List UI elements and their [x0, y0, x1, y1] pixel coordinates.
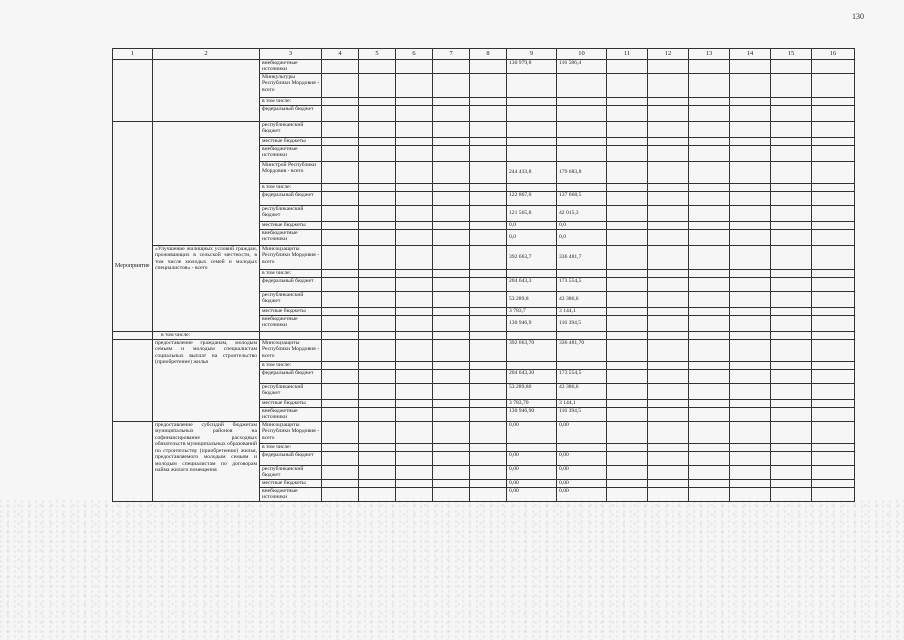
header-cell: 10	[557, 49, 607, 60]
value-2019: 121 565,8	[507, 206, 557, 222]
value-2019: 53 289,80	[507, 384, 557, 400]
value-2019: 0,00	[507, 422, 557, 444]
header-cell: 13	[689, 49, 730, 60]
source-cell: в том числе:	[260, 184, 322, 192]
value-2020: 336 481,7	[557, 246, 607, 270]
header-row	[113, 49, 855, 60]
header-cell: 4	[322, 49, 359, 60]
value-2019: 0,00	[507, 488, 557, 502]
value-2020: 179 683,8	[557, 162, 607, 184]
source-cell: федеральный бюджет	[260, 370, 322, 384]
value-2019: 130 946,90	[507, 408, 557, 422]
value-2020: 0,0	[557, 230, 607, 246]
value-2020: 116 394,5	[557, 408, 607, 422]
value-2019: 204 643,30	[507, 370, 557, 384]
header-cell: 5	[359, 49, 396, 60]
value-2019: 392 663,7	[507, 246, 557, 270]
value-2020: 116 394,5	[557, 316, 607, 332]
col1-cell	[113, 340, 153, 422]
table-row	[113, 422, 855, 444]
value-2020: 3 144,1	[557, 400, 607, 408]
header-cell: 2	[153, 49, 260, 60]
source-cell: в том числе:	[260, 98, 322, 106]
budget-table	[112, 48, 855, 502]
value-2019: 0,0	[507, 222, 557, 230]
source-cell: местные бюджеты	[260, 222, 322, 230]
col2-cell	[153, 122, 260, 246]
source-cell: федеральный бюджет	[260, 452, 322, 466]
value-2020: 43 386,6	[557, 384, 607, 400]
source-cell: местные бюджеты	[260, 480, 322, 488]
value-2019: 122 867,0	[507, 192, 557, 206]
event-label: Мероприятие	[115, 263, 150, 270]
value-2019: 0,0	[507, 230, 557, 246]
value-2020: 0,00	[557, 466, 607, 480]
source-cell: республиканский бюджет	[260, 384, 322, 400]
value-2019: 392 663,70	[507, 340, 557, 362]
source-cell: федеральный бюджет	[260, 106, 322, 122]
header-cell: 12	[648, 49, 689, 60]
value-2020: 0,0	[557, 222, 607, 230]
source-cell: внебюджетные источники	[260, 316, 322, 332]
value-2020: 0,00	[557, 488, 607, 502]
scan-noise	[0, 500, 904, 640]
source-cell: республиканский бюджет	[260, 466, 322, 480]
source-cell: внебюджетные источники	[260, 488, 322, 502]
source-cell: Минсоцзащиты Республики Мордовия - всего	[260, 246, 322, 270]
source-cell: внебюджетные источники	[260, 408, 322, 422]
col2-cell	[153, 60, 260, 122]
col1-cell	[113, 332, 153, 340]
header-cell: 3	[260, 49, 322, 60]
source-cell: внебюджетные источники	[260, 230, 322, 246]
source-cell: в том числе:	[260, 362, 322, 370]
source-cell: внебюджетные источники	[260, 60, 322, 74]
col1-cell	[113, 122, 153, 332]
header-cell: 1	[113, 49, 153, 60]
col1-cell	[113, 422, 153, 502]
table-row	[113, 246, 855, 270]
table-row	[113, 60, 855, 74]
source-cell: местные бюджеты	[260, 308, 322, 316]
value-2020: 3 144,1	[557, 308, 607, 316]
source-cell: республиканский бюджет	[260, 206, 322, 222]
value-2019: 244 433,8	[507, 162, 557, 184]
source-cell: местные бюджеты	[260, 400, 322, 408]
source-cell: республиканский бюджет	[260, 122, 322, 138]
subitem-1-description: предоставление гражданам, молодым семьям и молодым специалистам социальных выплат на строительство (приобретение) жилья	[153, 340, 260, 422]
header-cell: 6	[396, 49, 433, 60]
table-row	[113, 122, 855, 138]
subitem-2-description: предоставление субсидий бюджетам муниципальных районов на софинансирование расходных обязательств муниципальных образований по строительству (приобретению) жилья, предоставляемого молодым семьям и молодым специалистам по договорам найма жилого помещения	[153, 422, 260, 502]
value-2019: 3 783,70	[507, 400, 557, 408]
value-2019: 130 979,8	[507, 60, 557, 74]
source-cell: Минсоцзащиты Республики Мордовия - всего	[260, 422, 322, 444]
header-cell: 15	[771, 49, 812, 60]
source-cell: федеральный бюджет	[260, 192, 322, 206]
source-cell: внебюджетные источники	[260, 146, 322, 162]
value-2019: 130 946,9	[507, 316, 557, 332]
value-2020: 0,00	[557, 422, 607, 444]
value-2019: 204 643,3	[507, 278, 557, 292]
source-cell: федеральный бюджет	[260, 278, 322, 292]
source-cell: Минстрой Республики Мордовия - всего	[260, 162, 322, 184]
value-2020: 116 586,4	[557, 60, 607, 74]
source-cell: Минсоцзащиты Республики Мордовия - всего	[260, 340, 322, 362]
header-cell: 16	[812, 49, 855, 60]
table-row	[113, 340, 855, 362]
table-row	[113, 332, 855, 340]
value-2020: 173 554,5	[557, 278, 607, 292]
source-cell: в том числе:	[260, 444, 322, 452]
source-cell: местные бюджеты	[260, 138, 322, 146]
header-cell: 9	[507, 49, 557, 60]
value-2020: 43 386,6	[557, 292, 607, 308]
header-cell: 11	[607, 49, 648, 60]
value-2020: 42 015,3	[557, 206, 607, 222]
value-2020: 173 554,5	[557, 370, 607, 384]
page-number: 130	[852, 12, 864, 21]
value-2020: 0,00	[557, 480, 607, 488]
subsection-label: в том числе:	[153, 332, 260, 340]
value-2019: 0,00	[507, 466, 557, 480]
header-cell: 7	[433, 49, 470, 60]
value-2020: 137 668,5	[557, 192, 607, 206]
value-2019: 0,00	[507, 452, 557, 466]
header-cell: 8	[470, 49, 507, 60]
value-2019: 53 289,8	[507, 292, 557, 308]
value-2020: 336 481,70	[557, 340, 607, 362]
value-2019: 3 783,7	[507, 308, 557, 316]
source-cell: в том числе:	[260, 270, 322, 278]
value-2020: 0,00	[557, 452, 607, 466]
source-cell: Минкультуры Республики Мордовия - всего	[260, 74, 322, 98]
event-description: «Улучшение жилищных условий граждан, проживающих в сельской местности, в том числе молодых семей и молодых специалистов» - всего	[153, 246, 260, 332]
value-2019: 0,00	[507, 480, 557, 488]
source-cell: республиканский бюджет	[260, 292, 322, 308]
header-cell: 14	[730, 49, 771, 60]
col1-cell	[113, 60, 153, 122]
